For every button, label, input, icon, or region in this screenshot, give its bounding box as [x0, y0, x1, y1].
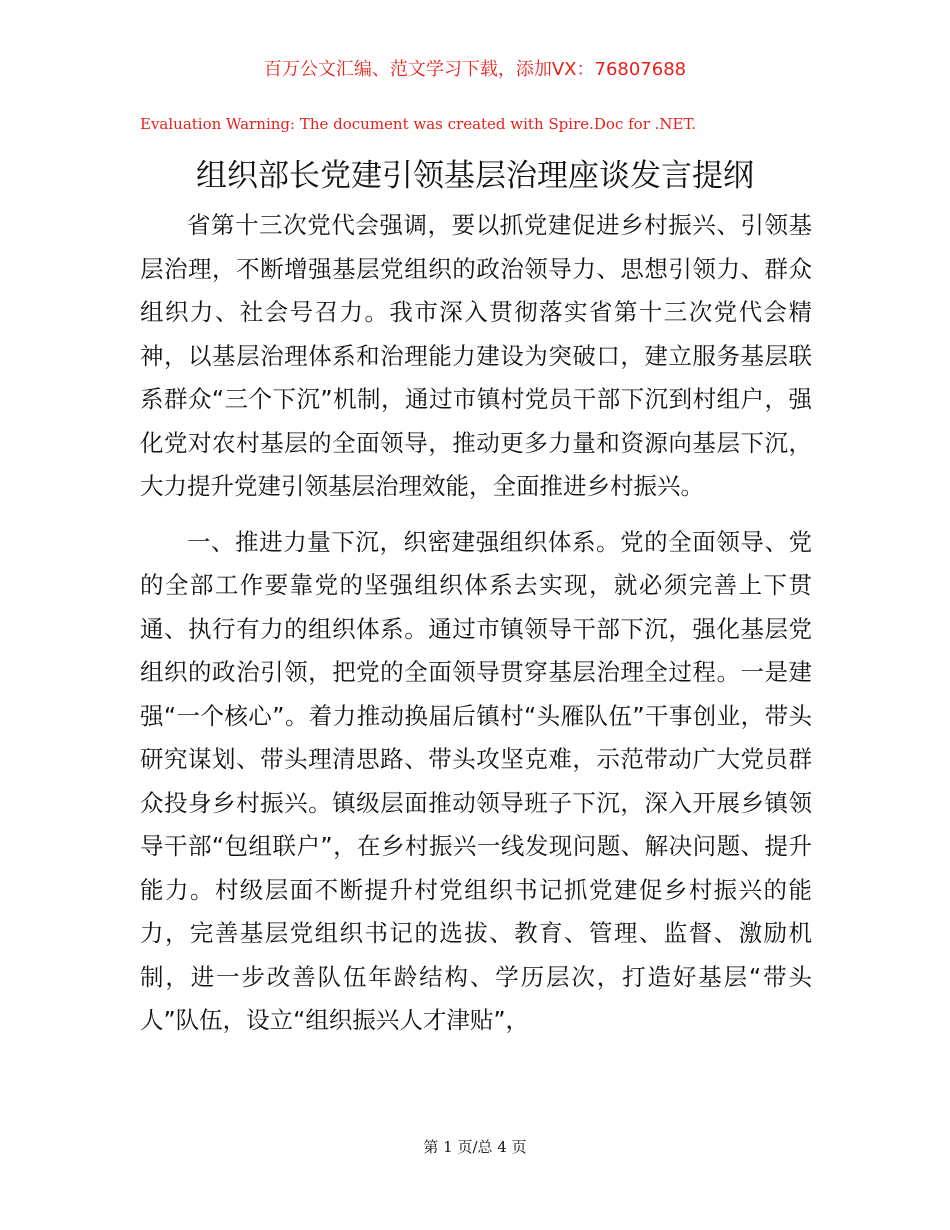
- page-indicator: 第 1 页/总 4 页: [423, 1138, 527, 1156]
- evaluation-warning: Evaluation Warning: The document was created with Spire.Doc for .NET.: [140, 115, 697, 133]
- document-title: 组织部长党建引领基层治理座谈发言提纲: [196, 158, 754, 194]
- document-body: [140, 204, 812, 1043]
- paragraph-section-one: 一、推进力量下沉，织密建强组织体系。党的全面领导、党的全部工作要靠党的坚强组织体系去实现，就必须完善上下贯通、执行有力的组织体系。通过市镇领导干部下沉，强化基层党组织的政治引领，把党的全面领导贯穿基层治理全过程。一是建强“一个核心”。着力推动换届后镇村“头雁队伍”干事创业，带头研究谋划、带头理清思路、带头攻坚克难，示范带动广大党员群众投身乡村振兴。镇级层面推动领导班子下沉，深入开展乡镇领导干部“包组联户”，在乡村振兴一线发现问题、解决问题、提升能力。村级层面不断提升村党组织书记抓党建促乡村振兴的能力，完善基层党组织书记的选拔、教育、管理、监督、激励机制，进一步改善队伍年龄结构、学历层次，打造好基层“带头人”队伍，设立“组织振兴人才津贴”，: [140, 527, 812, 1034]
- paragraph-intro: 省第十三次党代会强调，要以抓党建促进乡村振兴、引领基层治理，不断增强基层党组织的政治领导力、思想引领力、群众组织力、社会号召力。我市深入贯彻落实省第十三次党代会精神，以基层治理体系和治理能力建设为突破口，建立服务基层联系群众“三个下沉”机制，通过市镇村党员干部下沉到村组户，强化党对农村基层的全面领导，推动更多力量和资源向基层下沉，大力提升党建引领基层治理效能，全面推进乡村振兴。: [140, 211, 812, 500]
- download-banner: 百万公文汇编、范文学习下载，添加VX：76807688: [263, 59, 687, 80]
